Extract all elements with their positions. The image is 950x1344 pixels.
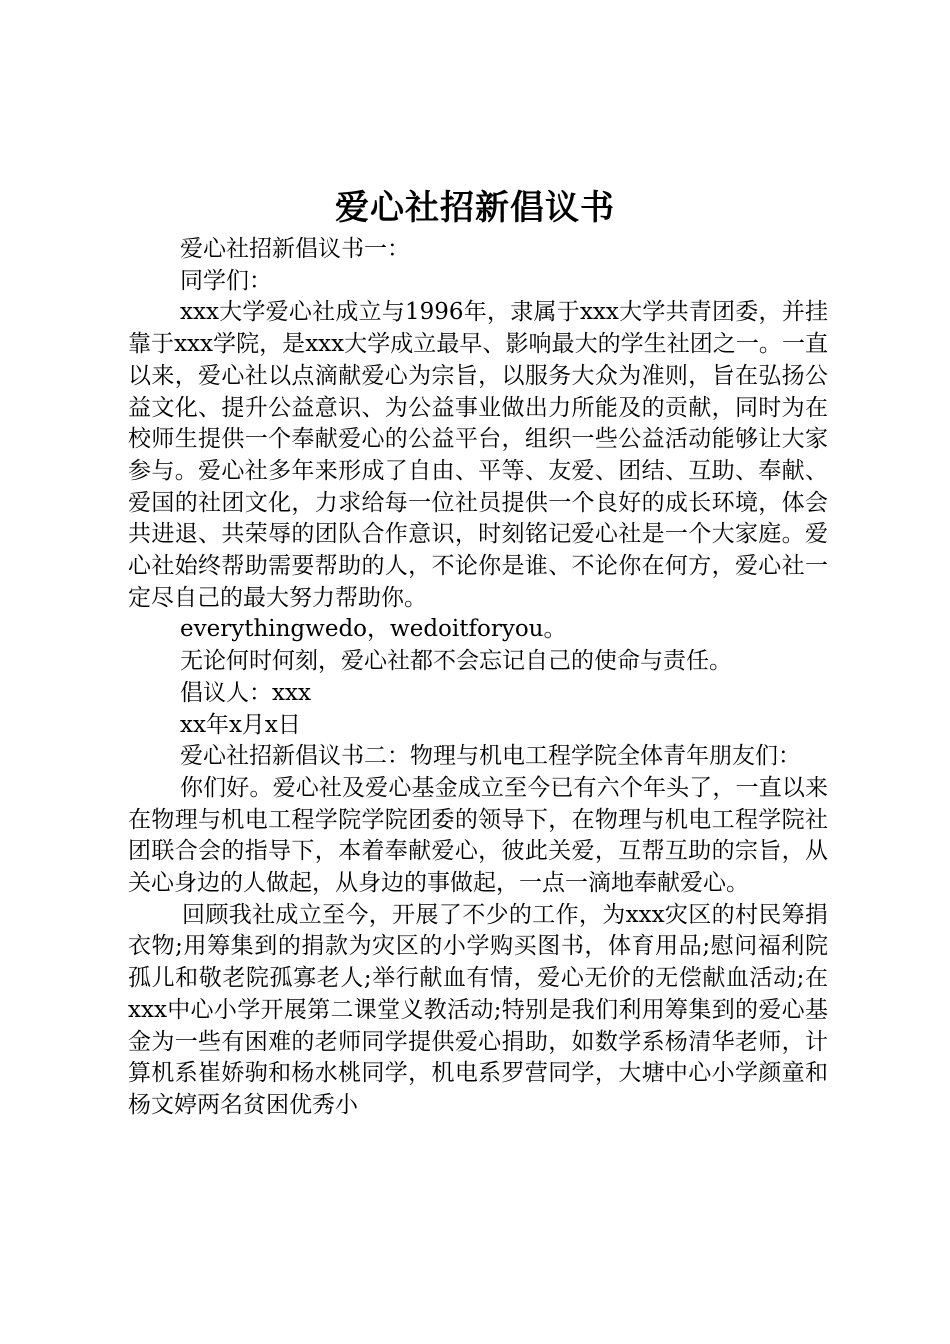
paragraph-heading-one: 爱心社招新倡议书一： bbox=[180, 236, 410, 262]
paragraph-mission: 无论何时何刻，爱心社都不会忘记自己的使命与责任。 bbox=[180, 648, 732, 675]
document-body bbox=[128, 234, 828, 1122]
paragraph-review: 回顾我社成立至今，开展了不少的工作，为xxx灾区的村民筹捐衣物;用筹集到的捐款为灾区的小学购买图书，体育用品;慰问福利院孤儿和敬老院孤寡老人;举行献血有情，爱心无价的无偿献血活动;在xxx中心小学开展第二课堂义教活动;特别是我们利用筹集到的爱心基金为一些有困难的老师同学提供爱心捐助，如数学系杨清华老师，计算机系崔娇驹和杨水桃同学，机电系罗营同学，大塘中心小学颜童和杨文婷两名贫困优秀小 bbox=[128, 901, 828, 1118]
document-title: 爱心社招新倡议书 bbox=[335, 188, 615, 228]
paragraph-slogan: everythingwedo，wedoitforyou。 bbox=[180, 616, 567, 643]
paragraph-proposer: 倡议人：xxx bbox=[180, 679, 311, 706]
paragraph-heading-two: 爱心社招新倡议书二：物理与机电工程学院全体青年朋友们： bbox=[180, 743, 801, 770]
paragraph-date: xx年x月x日 bbox=[180, 711, 301, 738]
paragraph-salutation: 同学们： bbox=[180, 267, 272, 294]
paragraph-greeting: 你们好。爱心社及爱心基金成立至今已有六个年头了，一直以来在物理与机电工程学院学院团委的领导下，在物理与机电工程学院社团联合会的指导下，本着奉献爱心，彼此关爱，互帮互助的宗旨，从关心身边的人做起，从身边的事做起，一点一滴地奉献爱心。 bbox=[128, 774, 828, 897]
paragraph-intro: xxx大学爱心社成立与1996年，隶属于xxx大学共青团委，并挂靠于xxx学院，是xxx大学成立最早、影响最大的学生社团之一。一直以来，爱心社以点滴献爱心为宗旨，以服务大众为准则，旨在弘扬公益文化、提升公益意识、为公益事业做出力所能及的贡献，同时为在校师生提供一个奉献爱心的公益平台，组织一些公益活动能够让大家参与。爱心社多年来形成了自由、平等、友爱、团结、互助、奉献、爱国的社团文化，力求给每一位社员提供一个良好的成长环境，体会共进退、共荣辱的团队合作意识，时刻铭记爱心社是一个大家庭。爱心社始终帮助需要帮助的人，不论你是谁、不论你在何方，爱心社一定尽自己的最大努力帮助你。 bbox=[128, 299, 828, 611]
